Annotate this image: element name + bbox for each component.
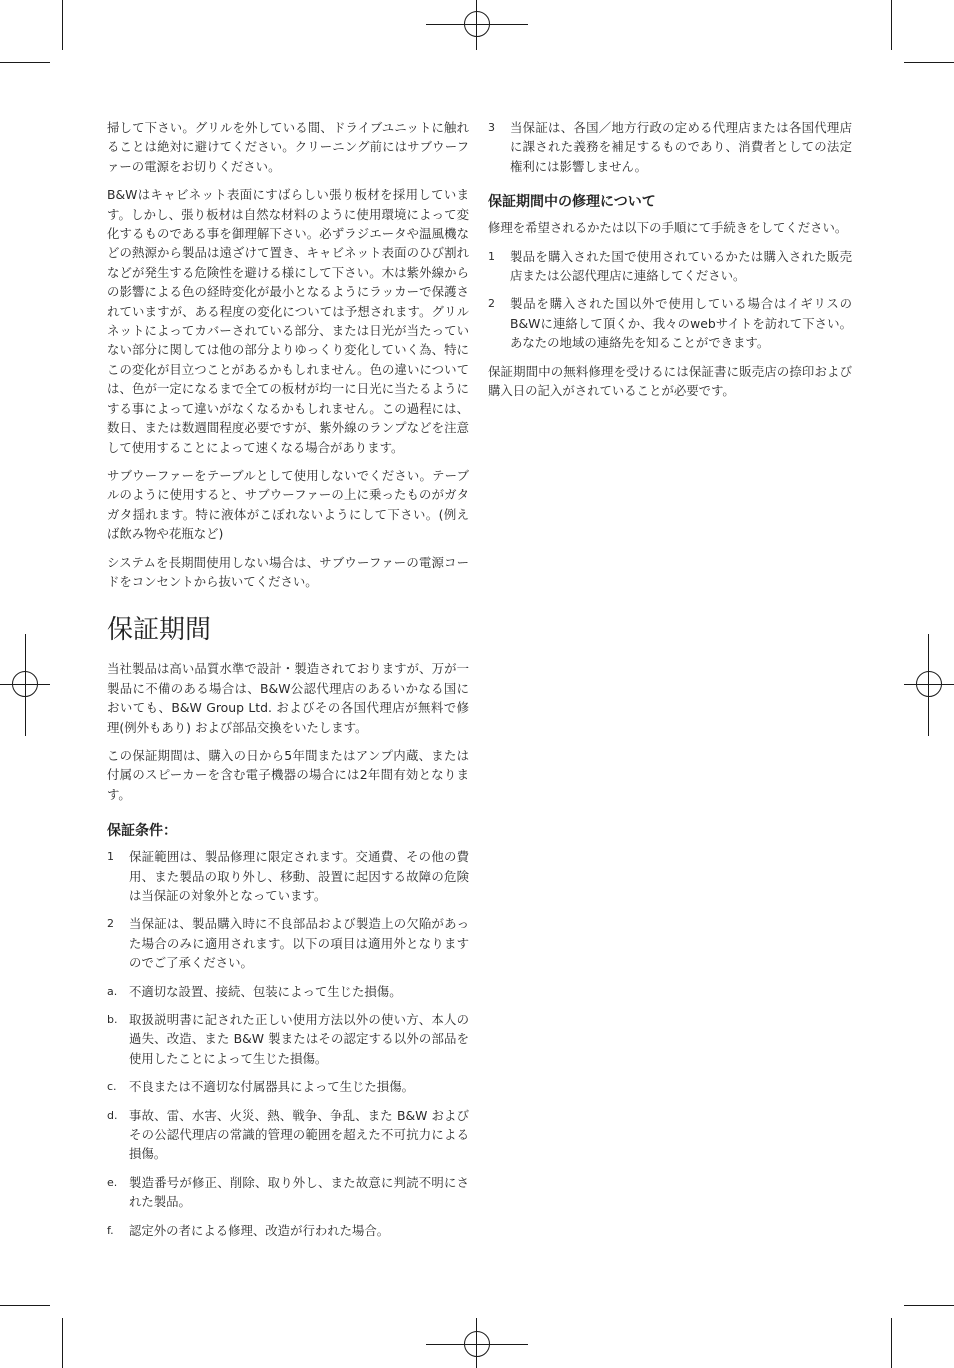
item-number: d. [107,1108,118,1122]
veneer-paragraph: B&Wはキャビネット表面にすばらしい張り板材を採用しています。しかし、張り板材は自然な材料のように使用環境によって変化するものである事を御理解下さい。必ずラジエータや温風機などの熱源から製品は遠ざけて置き、キャビネット表面のひび割れなどが発生する危険性を避ける様にして下さい。木は紫外線からの影響による色の経時変化が最小となるようにラッカーで保護されていますが、ある程度の変化については予想されます。グリルネットによってカバーされている部分、または日光が当たっていない部分に関しては他の部分よりゆっくり変化していく為、特にこの変化が目立つことがあるかもしれません。色の違いについては、色が一定になるまで全ての板材が均一に日光に当たるようにする事によって違いがなくなるかもしれません。この過程には、数日、または数週間程度必要ですが、紫外線のランプなどを注意して使用することによって速くなる場合があります。 [107,187,469,455]
repair-heading: 保証期間中の修理について [488,194,656,211]
warranty-intro-paragraph: 当社製品は高い品質水準で設計・製造されておりますが、万が一製品に不備のある場合は、B&W公認代理店のあるいかなる国においても、B&W Group Ltd. およびその各国代理店が無料で修理(例外もあり) および部品交換をいたします。 [107,661,469,735]
list-item [488,294,852,352]
crop-mark [891,0,892,50]
item-number: 1 [488,249,495,263]
crop-mark [0,62,50,63]
repair-steps-list [488,247,852,353]
item-text: 製品を購入された国で使用されているかたは購入された販売店または公認代理店に連絡してください。 [510,248,852,284]
list-item [107,1221,469,1240]
registration-mark-line [426,1344,528,1345]
conditions-list [107,847,469,1240]
item-number: a. [107,984,118,998]
crop-mark [904,62,954,63]
item-text: 当保証は、各国／地方行政の定める代理店または各国代理店に課された義務を補足するものであり、消費者としての法定権利には影響しません。 [510,120,852,174]
list-item [107,982,469,1001]
power-cord-paragraph: システムを長期間使用しない場合は、サブウーファーの電源コードをコンセントから抜いてください。 [107,554,469,589]
item-text: 保証範囲は、製品修理に限定されます。交通費、その他の費用、また製品の取り外し、移動、設置に起因する故障の危険は当保証の対象外となっています。 [129,849,469,903]
warranty-heading: 保証期間 [107,615,212,646]
crop-mark [904,1305,954,1306]
registration-mark-line [904,684,954,685]
item-number: 3 [488,121,495,134]
item-text: 製造番号が修正、削除、取り外し、また故意に判読不明にされた製品。 [129,1174,469,1210]
list-item [488,118,852,176]
item-number: c. [107,1080,117,1094]
registration-mark-line [476,1318,477,1368]
care-paragraph: 掃して下さい。グリルを外している間、ドライブユニットに触れることは絶対に避けてください。クリーニング前にはサブウーファーの電源をお切りください。 [107,120,469,174]
item-text: 製品を購入された国以外で使用している場合はイギリスのB&Wに連絡して頂くか、我々のwebサイトを訪れて下さい。あなたの地域の連絡先を知ることができます。 [510,296,852,351]
item-number: e. [107,1175,118,1189]
item-text: 取扱説明書に記された正しい使用方法以外の使い方、本人の過失、改造、また B&W 製またはその認定する以外の部品を使用したことによって生じた損傷。 [129,1012,469,1066]
list-item [107,1010,469,1068]
crop-mark [0,1305,50,1306]
item-number: f. [107,1223,114,1237]
item-number: b. [107,1013,118,1027]
list-item [107,1077,469,1096]
item-text: 認定外の者による修理、改造が行われた場合。 [129,1222,390,1238]
list-item [107,914,469,972]
item-number: 2 [107,917,114,931]
item-text: 不良または不適切な付属器具によって生じた損傷。 [129,1079,414,1095]
list-item [107,1173,469,1212]
registration-mark-line [25,634,26,736]
left-column [107,118,469,1249]
item-text: 当保証は、製品購入時に不良部品および製造上の欠陥があった場合のみに適用されます。以下の項目は適用外となりますのでご了承ください。 [129,916,469,971]
closing-paragraph: 保証期間中の無料修理を受けるには保証書に販売店の捺印および購入日の記入がされていることが必要です。 [488,363,852,399]
registration-mark-line [928,634,929,736]
right-column [488,118,852,409]
crop-mark [62,0,63,50]
warranty-period-paragraph: この保証期間は、購入の日から5年間またはアンプ内蔵、または付属のスピーカーを含む電子機器の場合には2年間有効となります。 [107,747,469,802]
registration-mark-line [476,0,477,50]
item-text: 不適切な設置、接続、包装によって生じた損傷。 [129,983,402,999]
crop-mark [891,1318,892,1368]
repair-intro-paragraph: 修理を希望されるかたは以下の手順にて手続きをしてください。 [488,220,848,236]
conditions-heading: 保証条件： [107,823,177,840]
list-item [107,1106,469,1164]
item-text: 事故、雷、水害、火災、熱、戦争、争乱、また B&W およびその公認代理店の常識的管理の範囲を超えた不可抗力による損傷。 [129,1107,469,1162]
item-number: 1 [107,850,114,864]
table-use-paragraph: サブウーファーをテーブルとして使用しないでください。テーブルのように使用すると、サブウーファーの上に乗ったものがガタガタ揺れます。特に液体がこぼれないようにして下さい。(例えば飲み物や花瓶など) [107,467,469,542]
crop-mark [62,1318,63,1368]
item-number: 2 [488,297,495,311]
list-item [107,847,469,905]
registration-mark-line [426,24,528,25]
list-item [488,247,852,286]
